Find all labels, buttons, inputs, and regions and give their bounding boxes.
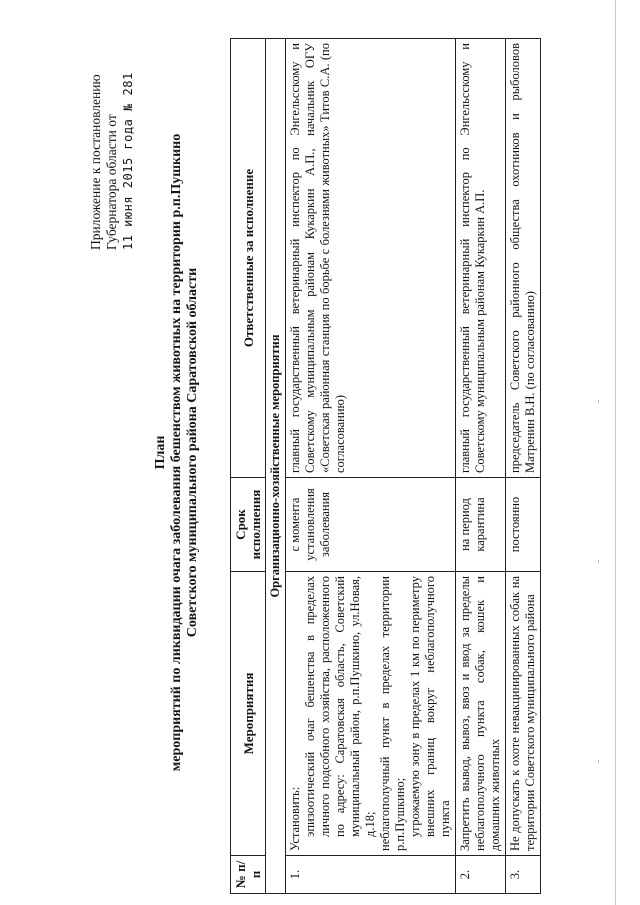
table-header-row — [231, 39, 266, 894]
appendix-line: Губернатора области от — [104, 114, 119, 250]
measure-item: угрожаемую зону в пределах 1 км по периметру внешних границ вокруг неблагополучного пункта — [408, 576, 452, 837]
appendix-line: Приложение к постановлению — [88, 74, 103, 250]
row-responsible: главный государственный ветеринарный инспектор по Энгельсскому и Советскому муниципальным районам Кукаркин А.П. — [456, 39, 506, 478]
row-measure: Запретить вывод, вывоз, ввоз и ввод за пределы неблагополучного пункта собак, кошек и домашних животных — [456, 572, 506, 856]
document-title — [153, 0, 201, 905]
title-subject: мероприятий по ликвидации очага заболевания бешенством животных на территории р.п.Пушкино — [169, 133, 184, 772]
row-number: 3. — [506, 856, 541, 894]
title-location: Советского муниципального района Саратовской области — [185, 267, 200, 638]
table-row — [506, 39, 541, 894]
section-row — [266, 39, 286, 894]
header-num: № п/п — [231, 856, 266, 894]
appendix-date: 11 июня 2015 года № 281 — [121, 72, 135, 250]
measure-item: эпизоотический очаг бешенства в пределах личного подсобного хозяйства, расположенного по адресу: Саратовская область, Советский муниципальный район, р.п.Пушкино, ул.Новая, д.18; — [303, 576, 377, 837]
section-title: Организационно-хозяйственные мероприятия — [266, 39, 286, 894]
row-responsible: главный государственный ветеринарный инспектор по Энгельсскому и Советскому муниципальным районам Кукаркин А.П., начальник ОГУ «Советская районная станция по борьбе с болезнями животных» Титов С.А. (по согласованию) — [286, 39, 456, 478]
row-term: постоянно — [506, 478, 541, 572]
table-row — [456, 39, 506, 894]
row-number: 2. — [456, 856, 506, 894]
row-measure: Не допускать к охоте невакцинированных собак на территории Советского муниципального района — [506, 572, 541, 856]
title-heading: План — [153, 435, 168, 470]
row-measure — [286, 572, 456, 856]
table-row — [286, 39, 456, 894]
measures-table — [230, 38, 541, 894]
header-term: Срок исполнения — [231, 478, 266, 572]
measure-intro: Установить: — [288, 786, 302, 851]
appendix-note — [88, 20, 136, 250]
row-term: на период карантина — [456, 478, 506, 572]
header-responsible: Ответственные за исполнение — [231, 39, 266, 478]
header-measures: Мероприятия — [231, 572, 266, 856]
row-number: 1. — [286, 856, 456, 894]
row-term: с момента установления заболевания — [286, 478, 456, 572]
row-responsible: председатель Советского районного общества охотников и рыболовов Матренин В.Н. (по согласованию) — [506, 39, 541, 478]
measure-item: неблагополучный пункт в пределах территории р.п.Пушкино; — [378, 576, 407, 851]
